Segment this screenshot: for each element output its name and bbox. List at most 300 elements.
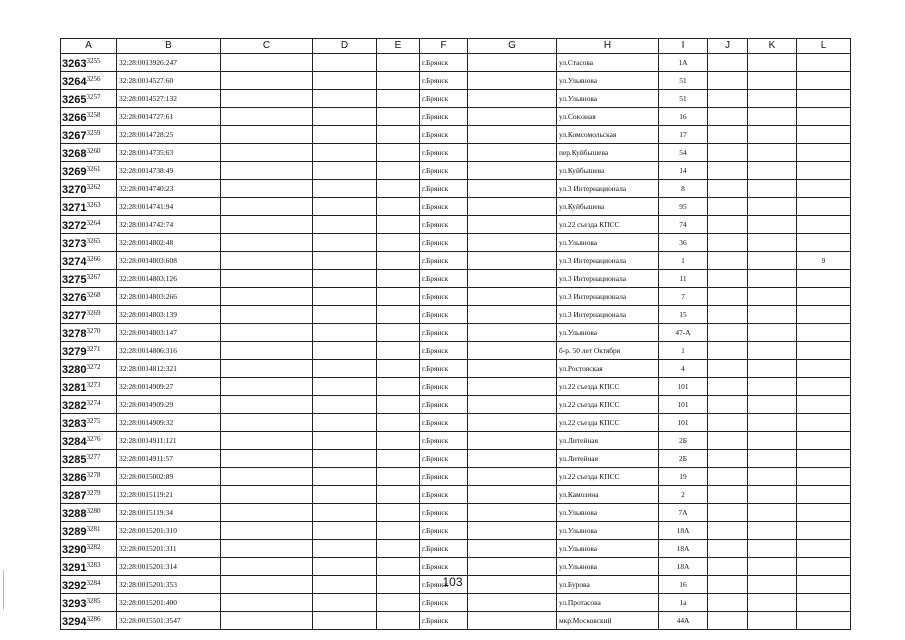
cell-l[interactable] <box>797 324 851 342</box>
cell-d[interactable] <box>313 342 377 360</box>
cell-a[interactable] <box>61 90 117 108</box>
cell-h[interactable]: ул.22 съезда КПСС <box>557 468 659 486</box>
cell-e[interactable] <box>377 252 420 270</box>
cell-k[interactable] <box>748 108 797 126</box>
cell-e[interactable] <box>377 486 420 504</box>
cell-l[interactable] <box>797 306 851 324</box>
cell-e[interactable] <box>377 288 420 306</box>
cell-h[interactable]: мкр.Московский <box>557 612 659 630</box>
cell-b[interactable]: 32:28:0014911:121 <box>117 432 221 450</box>
cell-g[interactable] <box>468 342 557 360</box>
cell-a[interactable] <box>61 198 117 216</box>
cell-a[interactable] <box>61 360 117 378</box>
cell-e[interactable] <box>377 54 420 72</box>
cell-h[interactable]: ул.22 съезда КПСС <box>557 414 659 432</box>
cell-e[interactable] <box>377 108 420 126</box>
cell-l[interactable] <box>797 72 851 90</box>
cell-f[interactable]: г.Брянск <box>420 396 468 414</box>
cell-i[interactable]: 15 <box>659 306 708 324</box>
cell-b[interactable]: 32:28:0014803:147 <box>117 324 221 342</box>
cell-f[interactable]: г.Брянск <box>420 468 468 486</box>
cell-g[interactable] <box>468 162 557 180</box>
cell-f[interactable]: г.Брянск <box>420 486 468 504</box>
cell-d[interactable] <box>313 72 377 90</box>
cell-k[interactable] <box>748 432 797 450</box>
cell-d[interactable] <box>313 378 377 396</box>
cell-e[interactable] <box>377 468 420 486</box>
cell-c[interactable] <box>221 234 313 252</box>
cell-j[interactable] <box>708 360 748 378</box>
cell-g[interactable] <box>468 486 557 504</box>
cell-f[interactable]: г.Брянск <box>420 414 468 432</box>
cell-g[interactable] <box>468 144 557 162</box>
cell-d[interactable] <box>313 486 377 504</box>
cell-j[interactable] <box>708 522 748 540</box>
cell-k[interactable] <box>748 162 797 180</box>
cell-c[interactable] <box>221 108 313 126</box>
cell-f[interactable]: г.Брянск <box>420 432 468 450</box>
cell-b[interactable]: 32:28:0014738:49 <box>117 162 221 180</box>
cell-i[interactable]: 14 <box>659 162 708 180</box>
cell-h[interactable]: ул.Ульянова <box>557 522 659 540</box>
cell-c[interactable] <box>221 72 313 90</box>
cell-a[interactable] <box>61 414 117 432</box>
cell-c[interactable] <box>221 540 313 558</box>
cell-e[interactable] <box>377 414 420 432</box>
cell-i[interactable]: 51 <box>659 72 708 90</box>
cell-g[interactable] <box>468 594 557 612</box>
cell-f[interactable]: г.Брянск <box>420 504 468 522</box>
cell-j[interactable] <box>708 180 748 198</box>
cell-k[interactable] <box>748 594 797 612</box>
cell-k[interactable] <box>748 306 797 324</box>
cell-i[interactable]: 18А <box>659 558 708 576</box>
cell-h[interactable]: ул.Куйбышева <box>557 162 659 180</box>
cell-b[interactable]: 32:28:0014812:321 <box>117 360 221 378</box>
cell-c[interactable] <box>221 612 313 630</box>
cell-j[interactable] <box>708 288 748 306</box>
cell-a[interactable] <box>61 270 117 288</box>
cell-a[interactable] <box>61 162 117 180</box>
cell-b[interactable]: 32:28:0014742:74 <box>117 216 221 234</box>
cell-k[interactable] <box>748 414 797 432</box>
cell-e[interactable] <box>377 396 420 414</box>
cell-a[interactable] <box>61 324 117 342</box>
cell-j[interactable] <box>708 198 748 216</box>
cell-f[interactable]: г.Брянск <box>420 90 468 108</box>
cell-i[interactable]: 101 <box>659 396 708 414</box>
cell-d[interactable] <box>313 288 377 306</box>
cell-c[interactable] <box>221 216 313 234</box>
cell-i[interactable]: 18А <box>659 540 708 558</box>
cell-j[interactable] <box>708 162 748 180</box>
cell-j[interactable] <box>708 342 748 360</box>
cell-e[interactable] <box>377 306 420 324</box>
cell-i[interactable]: 2Б <box>659 432 708 450</box>
cell-g[interactable] <box>468 72 557 90</box>
cell-d[interactable] <box>313 162 377 180</box>
cell-c[interactable] <box>221 360 313 378</box>
cell-e[interactable] <box>377 522 420 540</box>
cell-l[interactable] <box>797 180 851 198</box>
cell-b[interactable]: 32:28:0014909:32 <box>117 414 221 432</box>
cell-e[interactable] <box>377 612 420 630</box>
cell-g[interactable] <box>468 468 557 486</box>
cell-l[interactable] <box>797 270 851 288</box>
cell-e[interactable] <box>377 504 420 522</box>
cell-l[interactable] <box>797 558 851 576</box>
cell-h[interactable]: ул.Ульянова <box>557 558 659 576</box>
cell-d[interactable] <box>313 126 377 144</box>
cell-a[interactable] <box>61 306 117 324</box>
cell-i[interactable]: 54 <box>659 144 708 162</box>
cell-h[interactable]: ул.Ульянова <box>557 324 659 342</box>
cell-j[interactable] <box>708 468 748 486</box>
cell-i[interactable]: 47-А <box>659 324 708 342</box>
cell-d[interactable] <box>313 432 377 450</box>
cell-a[interactable] <box>61 252 117 270</box>
cell-j[interactable] <box>708 126 748 144</box>
cell-j[interactable] <box>708 504 748 522</box>
cell-a[interactable] <box>61 558 117 576</box>
cell-d[interactable] <box>313 540 377 558</box>
cell-l[interactable] <box>797 396 851 414</box>
cell-a[interactable] <box>61 612 117 630</box>
cell-i[interactable]: 7А <box>659 504 708 522</box>
cell-j[interactable] <box>708 486 748 504</box>
cell-d[interactable] <box>313 468 377 486</box>
cell-g[interactable] <box>468 90 557 108</box>
cell-e[interactable] <box>377 270 420 288</box>
cell-e[interactable] <box>377 558 420 576</box>
cell-i[interactable]: 17 <box>659 126 708 144</box>
cell-i[interactable]: 1 <box>659 252 708 270</box>
cell-h[interactable]: ул.Камозина <box>557 486 659 504</box>
cell-c[interactable] <box>221 378 313 396</box>
cell-a[interactable] <box>61 234 117 252</box>
cell-c[interactable] <box>221 90 313 108</box>
cell-g[interactable] <box>468 540 557 558</box>
cell-j[interactable] <box>708 144 748 162</box>
cell-i[interactable]: 44А <box>659 612 708 630</box>
cell-k[interactable] <box>748 540 797 558</box>
cell-h[interactable]: ул.22 съезда КПСС <box>557 396 659 414</box>
cell-b[interactable]: 32:28:0014735:63 <box>117 144 221 162</box>
cell-k[interactable] <box>748 342 797 360</box>
cell-c[interactable] <box>221 504 313 522</box>
cell-f[interactable]: г.Брянск <box>420 252 468 270</box>
cell-b[interactable]: 32:28:0015201:311 <box>117 540 221 558</box>
cell-k[interactable] <box>748 396 797 414</box>
cell-f[interactable]: г.Брянск <box>420 180 468 198</box>
cell-i[interactable]: 16 <box>659 576 708 594</box>
cell-d[interactable] <box>313 198 377 216</box>
cell-c[interactable] <box>221 342 313 360</box>
cell-g[interactable] <box>468 180 557 198</box>
cell-c[interactable] <box>221 522 313 540</box>
cell-e[interactable] <box>377 72 420 90</box>
cell-a[interactable] <box>61 126 117 144</box>
cell-h[interactable]: ул.Союзная <box>557 108 659 126</box>
cell-a[interactable] <box>61 216 117 234</box>
cell-b[interactable]: 32:28:0014802:48 <box>117 234 221 252</box>
cell-e[interactable] <box>377 450 420 468</box>
cell-i[interactable]: 2 <box>659 486 708 504</box>
cell-e[interactable] <box>377 360 420 378</box>
cell-d[interactable] <box>313 108 377 126</box>
cell-g[interactable] <box>468 252 557 270</box>
cell-f[interactable]: г.Брянск <box>420 594 468 612</box>
cell-f[interactable]: г.Брянск <box>420 612 468 630</box>
cell-a[interactable] <box>61 54 117 72</box>
cell-a[interactable] <box>61 468 117 486</box>
cell-g[interactable] <box>468 54 557 72</box>
cell-a[interactable] <box>61 342 117 360</box>
cell-l[interactable] <box>797 450 851 468</box>
cell-i[interactable]: 8 <box>659 180 708 198</box>
cell-c[interactable] <box>221 126 313 144</box>
cell-k[interactable] <box>748 198 797 216</box>
cell-h[interactable]: ул.3 Интернационала <box>557 306 659 324</box>
cell-e[interactable] <box>377 378 420 396</box>
cell-b[interactable]: 32:28:0015201:400 <box>117 594 221 612</box>
cell-e[interactable] <box>377 234 420 252</box>
cell-c[interactable] <box>221 432 313 450</box>
cell-g[interactable] <box>468 108 557 126</box>
cell-c[interactable] <box>221 270 313 288</box>
cell-a[interactable] <box>61 396 117 414</box>
cell-h[interactable]: б-р. 50 лет Октября <box>557 342 659 360</box>
cell-e[interactable] <box>377 216 420 234</box>
cell-b[interactable]: 32:28:0015501:3547 <box>117 612 221 630</box>
cell-i[interactable]: 19 <box>659 468 708 486</box>
cell-h[interactable]: ул.Ростовская <box>557 360 659 378</box>
cell-l[interactable] <box>797 108 851 126</box>
cell-e[interactable] <box>377 198 420 216</box>
cell-b[interactable]: 32:28:0015201:310 <box>117 522 221 540</box>
cell-b[interactable]: 32:28:0014909:27 <box>117 378 221 396</box>
cell-b[interactable]: 32:28:0014741:94 <box>117 198 221 216</box>
cell-g[interactable] <box>468 414 557 432</box>
cell-f[interactable]: г.Брянск <box>420 342 468 360</box>
cell-e[interactable] <box>377 162 420 180</box>
cell-d[interactable] <box>313 594 377 612</box>
cell-g[interactable] <box>468 558 557 576</box>
cell-k[interactable] <box>748 522 797 540</box>
cell-g[interactable] <box>468 270 557 288</box>
cell-k[interactable] <box>748 378 797 396</box>
cell-h[interactable]: ул.Бурова <box>557 576 659 594</box>
cell-j[interactable] <box>708 612 748 630</box>
cell-c[interactable] <box>221 288 313 306</box>
cell-a[interactable] <box>61 144 117 162</box>
cell-g[interactable] <box>468 612 557 630</box>
cell-k[interactable] <box>748 90 797 108</box>
cell-b[interactable]: 32:28:0014727:61 <box>117 108 221 126</box>
cell-l[interactable] <box>797 288 851 306</box>
cell-k[interactable] <box>748 270 797 288</box>
cell-i[interactable]: 7 <box>659 288 708 306</box>
cell-j[interactable] <box>708 270 748 288</box>
cell-c[interactable] <box>221 594 313 612</box>
cell-j[interactable] <box>708 558 748 576</box>
cell-k[interactable] <box>748 216 797 234</box>
cell-j[interactable] <box>708 216 748 234</box>
cell-l[interactable]: 9 <box>797 252 851 270</box>
cell-b[interactable]: 32:28:0014740:23 <box>117 180 221 198</box>
cell-f[interactable]: г.Брянск <box>420 234 468 252</box>
cell-h[interactable]: ул.Ульянова <box>557 234 659 252</box>
cell-k[interactable] <box>748 180 797 198</box>
cell-h[interactable]: ул.Ульянова <box>557 540 659 558</box>
cell-c[interactable] <box>221 324 313 342</box>
cell-c[interactable] <box>221 450 313 468</box>
cell-h[interactable]: ул.3 Интернационала <box>557 180 659 198</box>
cell-d[interactable] <box>313 396 377 414</box>
cell-a[interactable] <box>61 180 117 198</box>
cell-f[interactable]: г.Брянск <box>420 450 468 468</box>
cell-l[interactable] <box>797 360 851 378</box>
cell-j[interactable] <box>708 108 748 126</box>
cell-g[interactable] <box>468 234 557 252</box>
cell-e[interactable] <box>377 144 420 162</box>
cell-k[interactable] <box>748 450 797 468</box>
cell-i[interactable]: 1А <box>659 54 708 72</box>
cell-f[interactable]: г.Брянск <box>420 144 468 162</box>
cell-a[interactable] <box>61 540 117 558</box>
cell-b[interactable]: 32:28:0014806:316 <box>117 342 221 360</box>
cell-f[interactable]: г.Брянск <box>420 558 468 576</box>
cell-l[interactable] <box>797 378 851 396</box>
cell-f[interactable]: г.Брянск <box>420 324 468 342</box>
cell-a[interactable] <box>61 522 117 540</box>
cell-c[interactable] <box>221 486 313 504</box>
cell-e[interactable] <box>377 432 420 450</box>
cell-c[interactable] <box>221 180 313 198</box>
cell-i[interactable]: 1 <box>659 342 708 360</box>
cell-a[interactable] <box>61 450 117 468</box>
cell-a[interactable] <box>61 288 117 306</box>
cell-l[interactable] <box>797 612 851 630</box>
cell-l[interactable] <box>797 234 851 252</box>
cell-b[interactable]: 32:28:0015201:353 <box>117 576 221 594</box>
cell-h[interactable]: ул.22 съезда КПСС <box>557 216 659 234</box>
cell-c[interactable] <box>221 558 313 576</box>
cell-f[interactable]: г.Брянск <box>420 108 468 126</box>
cell-l[interactable] <box>797 162 851 180</box>
cell-l[interactable] <box>797 144 851 162</box>
cell-d[interactable] <box>313 450 377 468</box>
cell-b[interactable]: 32:28:0014728:25 <box>117 126 221 144</box>
cell-g[interactable] <box>468 288 557 306</box>
cell-f[interactable]: г.Брянск <box>420 576 468 594</box>
cell-d[interactable] <box>313 270 377 288</box>
cell-b[interactable]: 32:28:0014803:608 <box>117 252 221 270</box>
cell-f[interactable]: г.Брянск <box>420 378 468 396</box>
cell-e[interactable] <box>377 342 420 360</box>
cell-h[interactable]: ул.Ульянова <box>557 72 659 90</box>
cell-c[interactable] <box>221 198 313 216</box>
cell-j[interactable] <box>708 54 748 72</box>
cell-a[interactable] <box>61 378 117 396</box>
cell-i[interactable]: 101 <box>659 378 708 396</box>
cell-h[interactable]: ул.Литейная <box>557 450 659 468</box>
cell-h[interactable]: ул.Ульянова <box>557 90 659 108</box>
cell-k[interactable] <box>748 72 797 90</box>
cell-l[interactable] <box>797 468 851 486</box>
cell-b[interactable]: 32:28:0014803:126 <box>117 270 221 288</box>
cell-b[interactable]: 32:28:0014803:139 <box>117 306 221 324</box>
cell-k[interactable] <box>748 252 797 270</box>
cell-a[interactable] <box>61 504 117 522</box>
cell-k[interactable] <box>748 234 797 252</box>
cell-l[interactable] <box>797 216 851 234</box>
cell-e[interactable] <box>377 594 420 612</box>
cell-h[interactable]: ул.3 Интернационала <box>557 270 659 288</box>
cell-k[interactable] <box>748 324 797 342</box>
cell-k[interactable] <box>748 288 797 306</box>
cell-c[interactable] <box>221 396 313 414</box>
cell-d[interactable] <box>313 504 377 522</box>
cell-a[interactable] <box>61 594 117 612</box>
cell-a[interactable] <box>61 108 117 126</box>
cell-d[interactable] <box>313 324 377 342</box>
cell-g[interactable] <box>468 378 557 396</box>
cell-j[interactable] <box>708 306 748 324</box>
cell-i[interactable]: 2Б <box>659 450 708 468</box>
cell-l[interactable] <box>797 486 851 504</box>
cell-g[interactable] <box>468 396 557 414</box>
cell-f[interactable]: г.Брянск <box>420 288 468 306</box>
cell-j[interactable] <box>708 90 748 108</box>
cell-l[interactable] <box>797 90 851 108</box>
cell-l[interactable] <box>797 504 851 522</box>
cell-a[interactable] <box>61 486 117 504</box>
cell-a[interactable] <box>61 72 117 90</box>
cell-i[interactable]: 18А <box>659 522 708 540</box>
cell-f[interactable]: г.Брянск <box>420 198 468 216</box>
cell-d[interactable] <box>313 612 377 630</box>
cell-d[interactable] <box>313 90 377 108</box>
cell-d[interactable] <box>313 144 377 162</box>
cell-j[interactable] <box>708 324 748 342</box>
cell-g[interactable] <box>468 306 557 324</box>
cell-i[interactable]: 74 <box>659 216 708 234</box>
cell-i[interactable]: 95 <box>659 198 708 216</box>
cell-b[interactable]: 32:28:0015119:34 <box>117 504 221 522</box>
cell-f[interactable]: г.Брянск <box>420 360 468 378</box>
cell-c[interactable] <box>221 162 313 180</box>
cell-b[interactable]: 32:28:0015119:21 <box>117 486 221 504</box>
cell-j[interactable] <box>708 378 748 396</box>
cell-k[interactable] <box>748 486 797 504</box>
cell-l[interactable] <box>797 342 851 360</box>
cell-i[interactable]: 11 <box>659 270 708 288</box>
cell-j[interactable] <box>708 414 748 432</box>
cell-c[interactable] <box>221 144 313 162</box>
cell-g[interactable] <box>468 450 557 468</box>
cell-b[interactable]: 32:28:0014909:29 <box>117 396 221 414</box>
cell-h[interactable]: ул.Ульянова <box>557 504 659 522</box>
cell-c[interactable] <box>221 468 313 486</box>
cell-b[interactable]: 32:28:0014803:266 <box>117 288 221 306</box>
cell-g[interactable] <box>468 198 557 216</box>
cell-k[interactable] <box>748 144 797 162</box>
cell-l[interactable] <box>797 198 851 216</box>
cell-c[interactable] <box>221 54 313 72</box>
cell-d[interactable] <box>313 414 377 432</box>
cell-h[interactable]: ул.Протасова <box>557 594 659 612</box>
